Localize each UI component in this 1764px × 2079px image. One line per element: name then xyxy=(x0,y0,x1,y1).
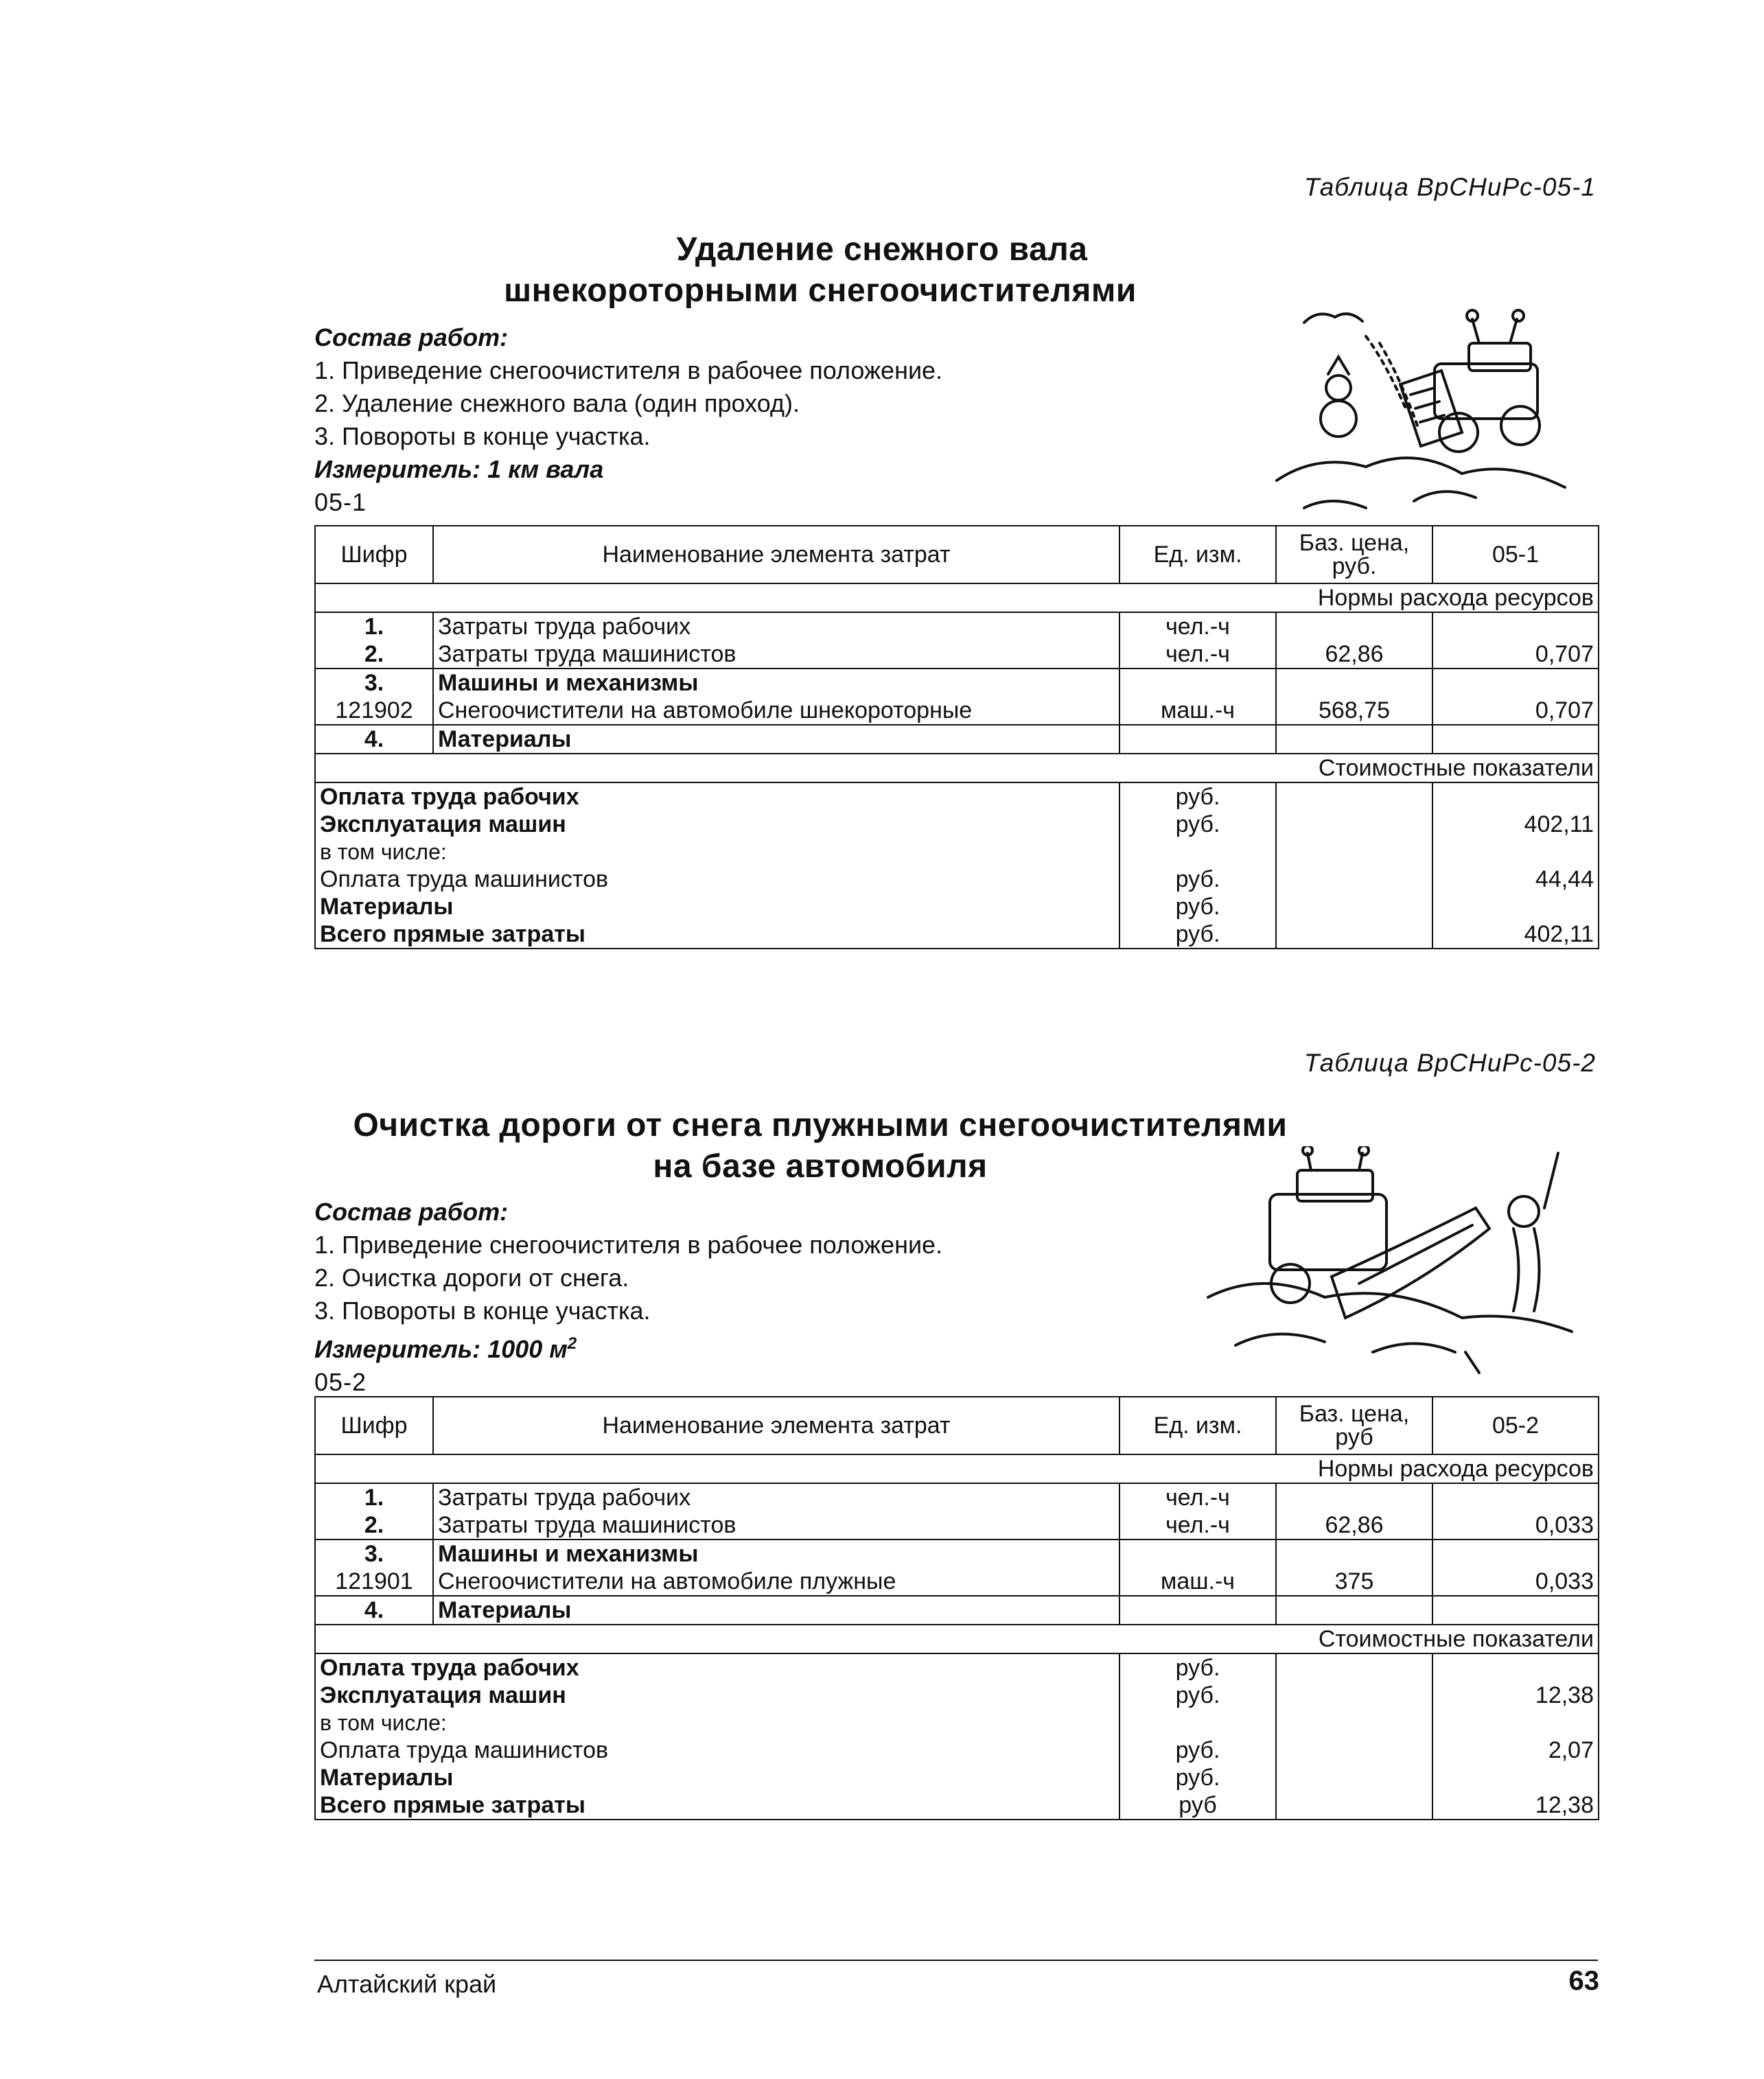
cost-name: Всего прямые затраты xyxy=(315,1791,1119,1820)
footer-region: Алтайский край xyxy=(317,1970,497,1998)
row-shifr: 121901 xyxy=(315,1568,433,1596)
cost-row xyxy=(315,893,1599,920)
row-unit: чел.-ч xyxy=(1119,640,1276,669)
col-header-code: 05-1 xyxy=(1432,526,1599,583)
cost-value: 2,07 xyxy=(1432,1737,1599,1764)
row-shifr: 3. xyxy=(315,669,433,697)
table-caption-1: Таблица ВрСНиРс-05-1 xyxy=(1303,173,1596,201)
table-header-row xyxy=(315,526,1599,583)
row-price xyxy=(1276,1540,1432,1568)
cost-row xyxy=(315,866,1599,893)
work-item: 2. Удаление снежного вала (один проход). xyxy=(314,389,800,417)
table-row xyxy=(315,669,1599,697)
cost-value xyxy=(1432,1764,1599,1791)
row-value xyxy=(1432,1540,1599,1568)
table-row xyxy=(315,1511,1599,1540)
row-value: 0,033 xyxy=(1432,1511,1599,1540)
row-unit: чел.-ч xyxy=(1119,612,1276,640)
cost-value xyxy=(1432,1653,1599,1682)
cost-name: Эксплуатация машин xyxy=(315,811,1119,838)
cost-name: Оплата труда рабочих xyxy=(315,1653,1119,1682)
row-unit: маш.-ч xyxy=(1119,1568,1276,1596)
row-value xyxy=(1432,1483,1599,1511)
row-name: Снегоочистители на автомобиле шнекороторные xyxy=(433,697,1119,725)
cost-value xyxy=(1432,893,1599,920)
section-norms: Нормы расхода ресурсов xyxy=(315,583,1599,612)
col-header-shifr: Шифр xyxy=(315,1397,433,1454)
section-title-2-line1: Очистка дороги от снега плужными снегоочистителями xyxy=(353,1107,1288,1143)
row-value xyxy=(1432,1596,1599,1625)
row-unit: чел.-ч xyxy=(1119,1483,1276,1511)
cost-name: Оплата труда рабочих xyxy=(315,782,1119,811)
cost-row xyxy=(315,1682,1599,1709)
snowblower-illustration xyxy=(1263,302,1586,522)
row-name: Затраты труда рабочих xyxy=(433,1483,1119,1511)
meter-label: Измеритель: 1 км вала xyxy=(314,455,604,483)
row-value: 0,033 xyxy=(1432,1568,1599,1596)
table-row xyxy=(315,1568,1599,1596)
cost-name: в том числе: xyxy=(315,1709,1119,1737)
cost-unit: руб xyxy=(1119,1791,1276,1820)
row-unit xyxy=(1119,725,1276,754)
row-shifr: 4. xyxy=(315,725,433,754)
col-header-unit: Ед. изм. xyxy=(1119,1397,1276,1454)
row-unit xyxy=(1119,669,1276,697)
cost-row xyxy=(315,920,1599,949)
table-row xyxy=(315,1483,1599,1511)
row-shifr: 2. xyxy=(315,1511,433,1540)
row-value xyxy=(1432,725,1599,754)
cost-unit: руб. xyxy=(1119,866,1276,893)
cost-value: 12,38 xyxy=(1432,1682,1599,1709)
col-header-code: 05-2 xyxy=(1432,1397,1599,1454)
row-value xyxy=(1432,612,1599,640)
row-name: Материалы xyxy=(433,1596,1119,1625)
cost-value: 12,38 xyxy=(1432,1791,1599,1820)
col-header-price: Баз. цена, руб xyxy=(1276,1397,1432,1454)
cost-unit: руб. xyxy=(1119,782,1276,811)
work-item: 3. Повороты в конце участка. xyxy=(314,1297,651,1325)
cost-name: Оплата труда машинистов xyxy=(315,866,1119,893)
row-shifr: 4. xyxy=(315,1596,433,1625)
row-price xyxy=(1276,669,1432,697)
col-header-price: Баз. цена, руб. xyxy=(1276,526,1432,583)
table-row xyxy=(315,612,1599,640)
row-shifr: 1. xyxy=(315,612,433,640)
cost-row xyxy=(315,782,1599,811)
row-price: 568,75 xyxy=(1276,697,1432,725)
table-caption-2: Таблица ВрСНиРс-05-2 xyxy=(1303,1049,1596,1077)
cost-value: 402,11 xyxy=(1432,920,1599,949)
col-header-name: Наименование элемента затрат xyxy=(433,526,1119,583)
norms-table-1 xyxy=(314,525,1599,949)
row-unit xyxy=(1119,1540,1276,1568)
work-item: 1. Приведение снегоочистителя в рабочее положение. xyxy=(314,356,943,384)
cost-name: Эксплуатация машин xyxy=(315,1682,1119,1709)
row-name: Машины и механизмы xyxy=(433,669,1119,697)
table-row xyxy=(315,1540,1599,1568)
cost-row xyxy=(315,838,1599,866)
col-header-unit: Ед. изм. xyxy=(1119,526,1276,583)
cost-name: Всего прямые затраты xyxy=(315,920,1119,949)
row-name: Снегоочистители на автомобиле плужные xyxy=(433,1568,1119,1596)
cost-value: 402,11 xyxy=(1432,811,1599,838)
work-heading: Состав работ: xyxy=(314,323,509,351)
cost-unit: руб. xyxy=(1119,1682,1276,1709)
section-title-1-line1: Удаление снежного вала xyxy=(676,231,1088,268)
cost-name: Материалы xyxy=(315,1764,1119,1791)
col-header-name: Наименование элемента затрат xyxy=(433,1397,1119,1454)
row-price xyxy=(1276,1483,1432,1511)
work-item: 1. Приведение снегоочистителя в рабочее положение. xyxy=(314,1231,943,1259)
cost-value xyxy=(1432,838,1599,866)
footer-divider xyxy=(314,1960,1598,1961)
cost-unit: руб. xyxy=(1119,893,1276,920)
row-price: 375 xyxy=(1276,1568,1432,1596)
row-name: Затраты труда машинистов xyxy=(433,640,1119,669)
section-title-1-line2: шнекороторными снегоочистителями xyxy=(504,272,1137,309)
work-composition-2 xyxy=(314,1196,942,1399)
work-item: 3. Повороты в конце участка. xyxy=(314,422,651,450)
row-unit xyxy=(1119,1596,1276,1625)
row-price xyxy=(1276,1596,1432,1625)
work-heading: Состав работ: xyxy=(314,1198,509,1226)
section-cost: Стоимостные показатели xyxy=(315,1625,1599,1653)
snowplow-illustration xyxy=(1194,1146,1579,1380)
cost-unit xyxy=(1119,1709,1276,1737)
row-shifr: 121902 xyxy=(315,697,433,725)
row-value: 0,707 xyxy=(1432,640,1599,669)
page-number: 63 xyxy=(1568,1966,1599,1996)
section-cost: Стоимостные показатели xyxy=(315,754,1599,782)
table-code: 05-1 xyxy=(314,488,367,516)
row-price: 62,86 xyxy=(1276,640,1432,669)
table-row xyxy=(315,1596,1599,1625)
row-unit: чел.-ч xyxy=(1119,1511,1276,1540)
table-code: 05-2 xyxy=(314,1368,367,1396)
row-name: Материалы xyxy=(433,725,1119,754)
cost-name: в том числе: xyxy=(315,838,1119,866)
table-row xyxy=(315,725,1599,754)
cost-unit: руб. xyxy=(1119,1737,1276,1764)
cost-value xyxy=(1432,782,1599,811)
row-value: 0,707 xyxy=(1432,697,1599,725)
table-header-row xyxy=(315,1397,1599,1454)
cost-value: 44,44 xyxy=(1432,866,1599,893)
section-norms: Нормы расхода ресурсов xyxy=(315,1454,1599,1483)
work-item: 2. Очистка дороги от снега. xyxy=(314,1264,629,1292)
row-shifr: 2. xyxy=(315,640,433,669)
table-row xyxy=(315,640,1599,669)
work-composition-1 xyxy=(314,321,942,519)
row-name: Затраты труда рабочих xyxy=(433,612,1119,640)
row-name: Затраты труда машинистов xyxy=(433,1511,1119,1540)
norms-table-2 xyxy=(314,1396,1599,1820)
cost-unit: руб. xyxy=(1119,811,1276,838)
cost-name: Материалы xyxy=(315,893,1119,920)
table-row xyxy=(315,697,1599,725)
col-header-shifr: Шифр xyxy=(315,526,433,583)
cost-row xyxy=(315,1764,1599,1791)
cost-unit xyxy=(1119,838,1276,866)
cost-row xyxy=(315,811,1599,838)
row-value xyxy=(1432,669,1599,697)
cost-unit: руб. xyxy=(1119,1653,1276,1682)
row-shifr: 3. xyxy=(315,1540,433,1568)
row-shifr: 1. xyxy=(315,1483,433,1511)
cost-unit: руб. xyxy=(1119,920,1276,949)
row-price xyxy=(1276,725,1432,754)
row-price xyxy=(1276,612,1432,640)
cost-unit: руб. xyxy=(1119,1764,1276,1791)
cost-row xyxy=(315,1653,1599,1682)
cost-value xyxy=(1432,1709,1599,1737)
row-price: 62,86 xyxy=(1276,1511,1432,1540)
row-name: Машины и механизмы xyxy=(433,1540,1119,1568)
section-title-2-line2: на базе автомобиля xyxy=(653,1148,988,1185)
cost-name: Оплата труда машинистов xyxy=(315,1737,1119,1764)
cost-row xyxy=(315,1791,1599,1820)
cost-row xyxy=(315,1709,1599,1737)
meter-label: Измеритель: 1000 $м^2$ xyxy=(314,1334,577,1363)
row-unit: маш.-ч xyxy=(1119,697,1276,725)
cost-row xyxy=(315,1737,1599,1764)
